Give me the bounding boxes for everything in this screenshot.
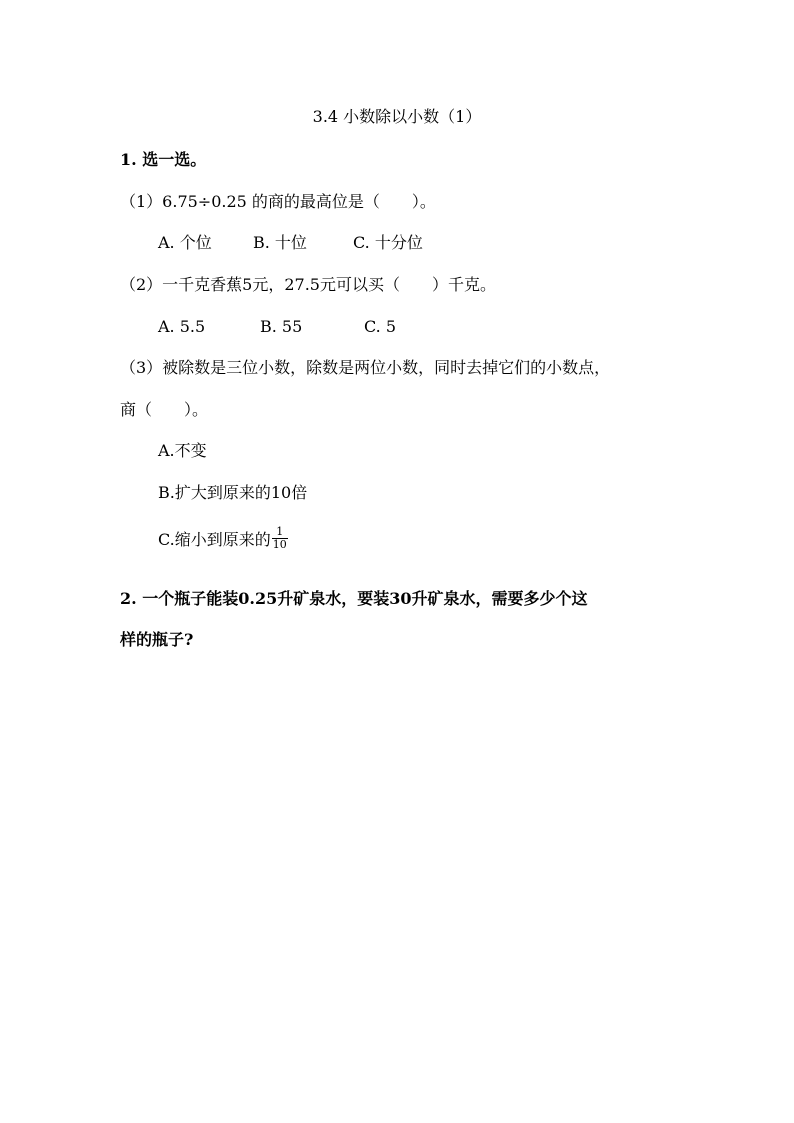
option-b: B. 55	[260, 317, 303, 336]
page-title: 3.4 小数除以小数（1）	[312, 107, 482, 126]
question-1-2-options	[158, 317, 396, 337]
question-1-1-options	[158, 233, 423, 253]
option-a: A. 个位	[158, 233, 212, 252]
question-1-3-option-c	[158, 525, 288, 553]
question-1-1-stem: （1）6.75÷0.25 的商的最高位是（ ）。	[120, 192, 436, 211]
question-1-3-stem-line2: 商（ ）。	[120, 400, 209, 419]
question-2-line1: 2. 一个瓶子能装0.25升矿泉水，要装30升矿泉水，需要多少个这	[120, 589, 588, 608]
option-c-text: C.缩小到原来的	[158, 530, 271, 549]
option-b: B. 十位	[253, 233, 307, 252]
question-1-heading: 1. 选一选。	[120, 150, 207, 169]
fraction-one-tenth	[272, 526, 288, 551]
option-a: A. 5.5	[158, 317, 206, 336]
fraction-denominator: 10	[272, 538, 287, 551]
question-1-2-stem: （2）一千克香蕉5元，27.5元可以买（ ）千克。	[120, 275, 496, 294]
option-c: C. 十分位	[353, 233, 423, 252]
option-c: C. 5	[364, 317, 397, 336]
question-1-3-option-b: B.扩大到原来的10倍	[158, 483, 308, 502]
question-2-line2: 样的瓶子?	[120, 630, 194, 649]
question-1-3-stem-line1: （3）被除数是三位小数，除数是两位小数，同时去掉它们的小数点，	[120, 358, 611, 377]
question-1-3-option-a: A.不变	[158, 441, 207, 460]
fraction-numerator: 1	[272, 526, 288, 539]
